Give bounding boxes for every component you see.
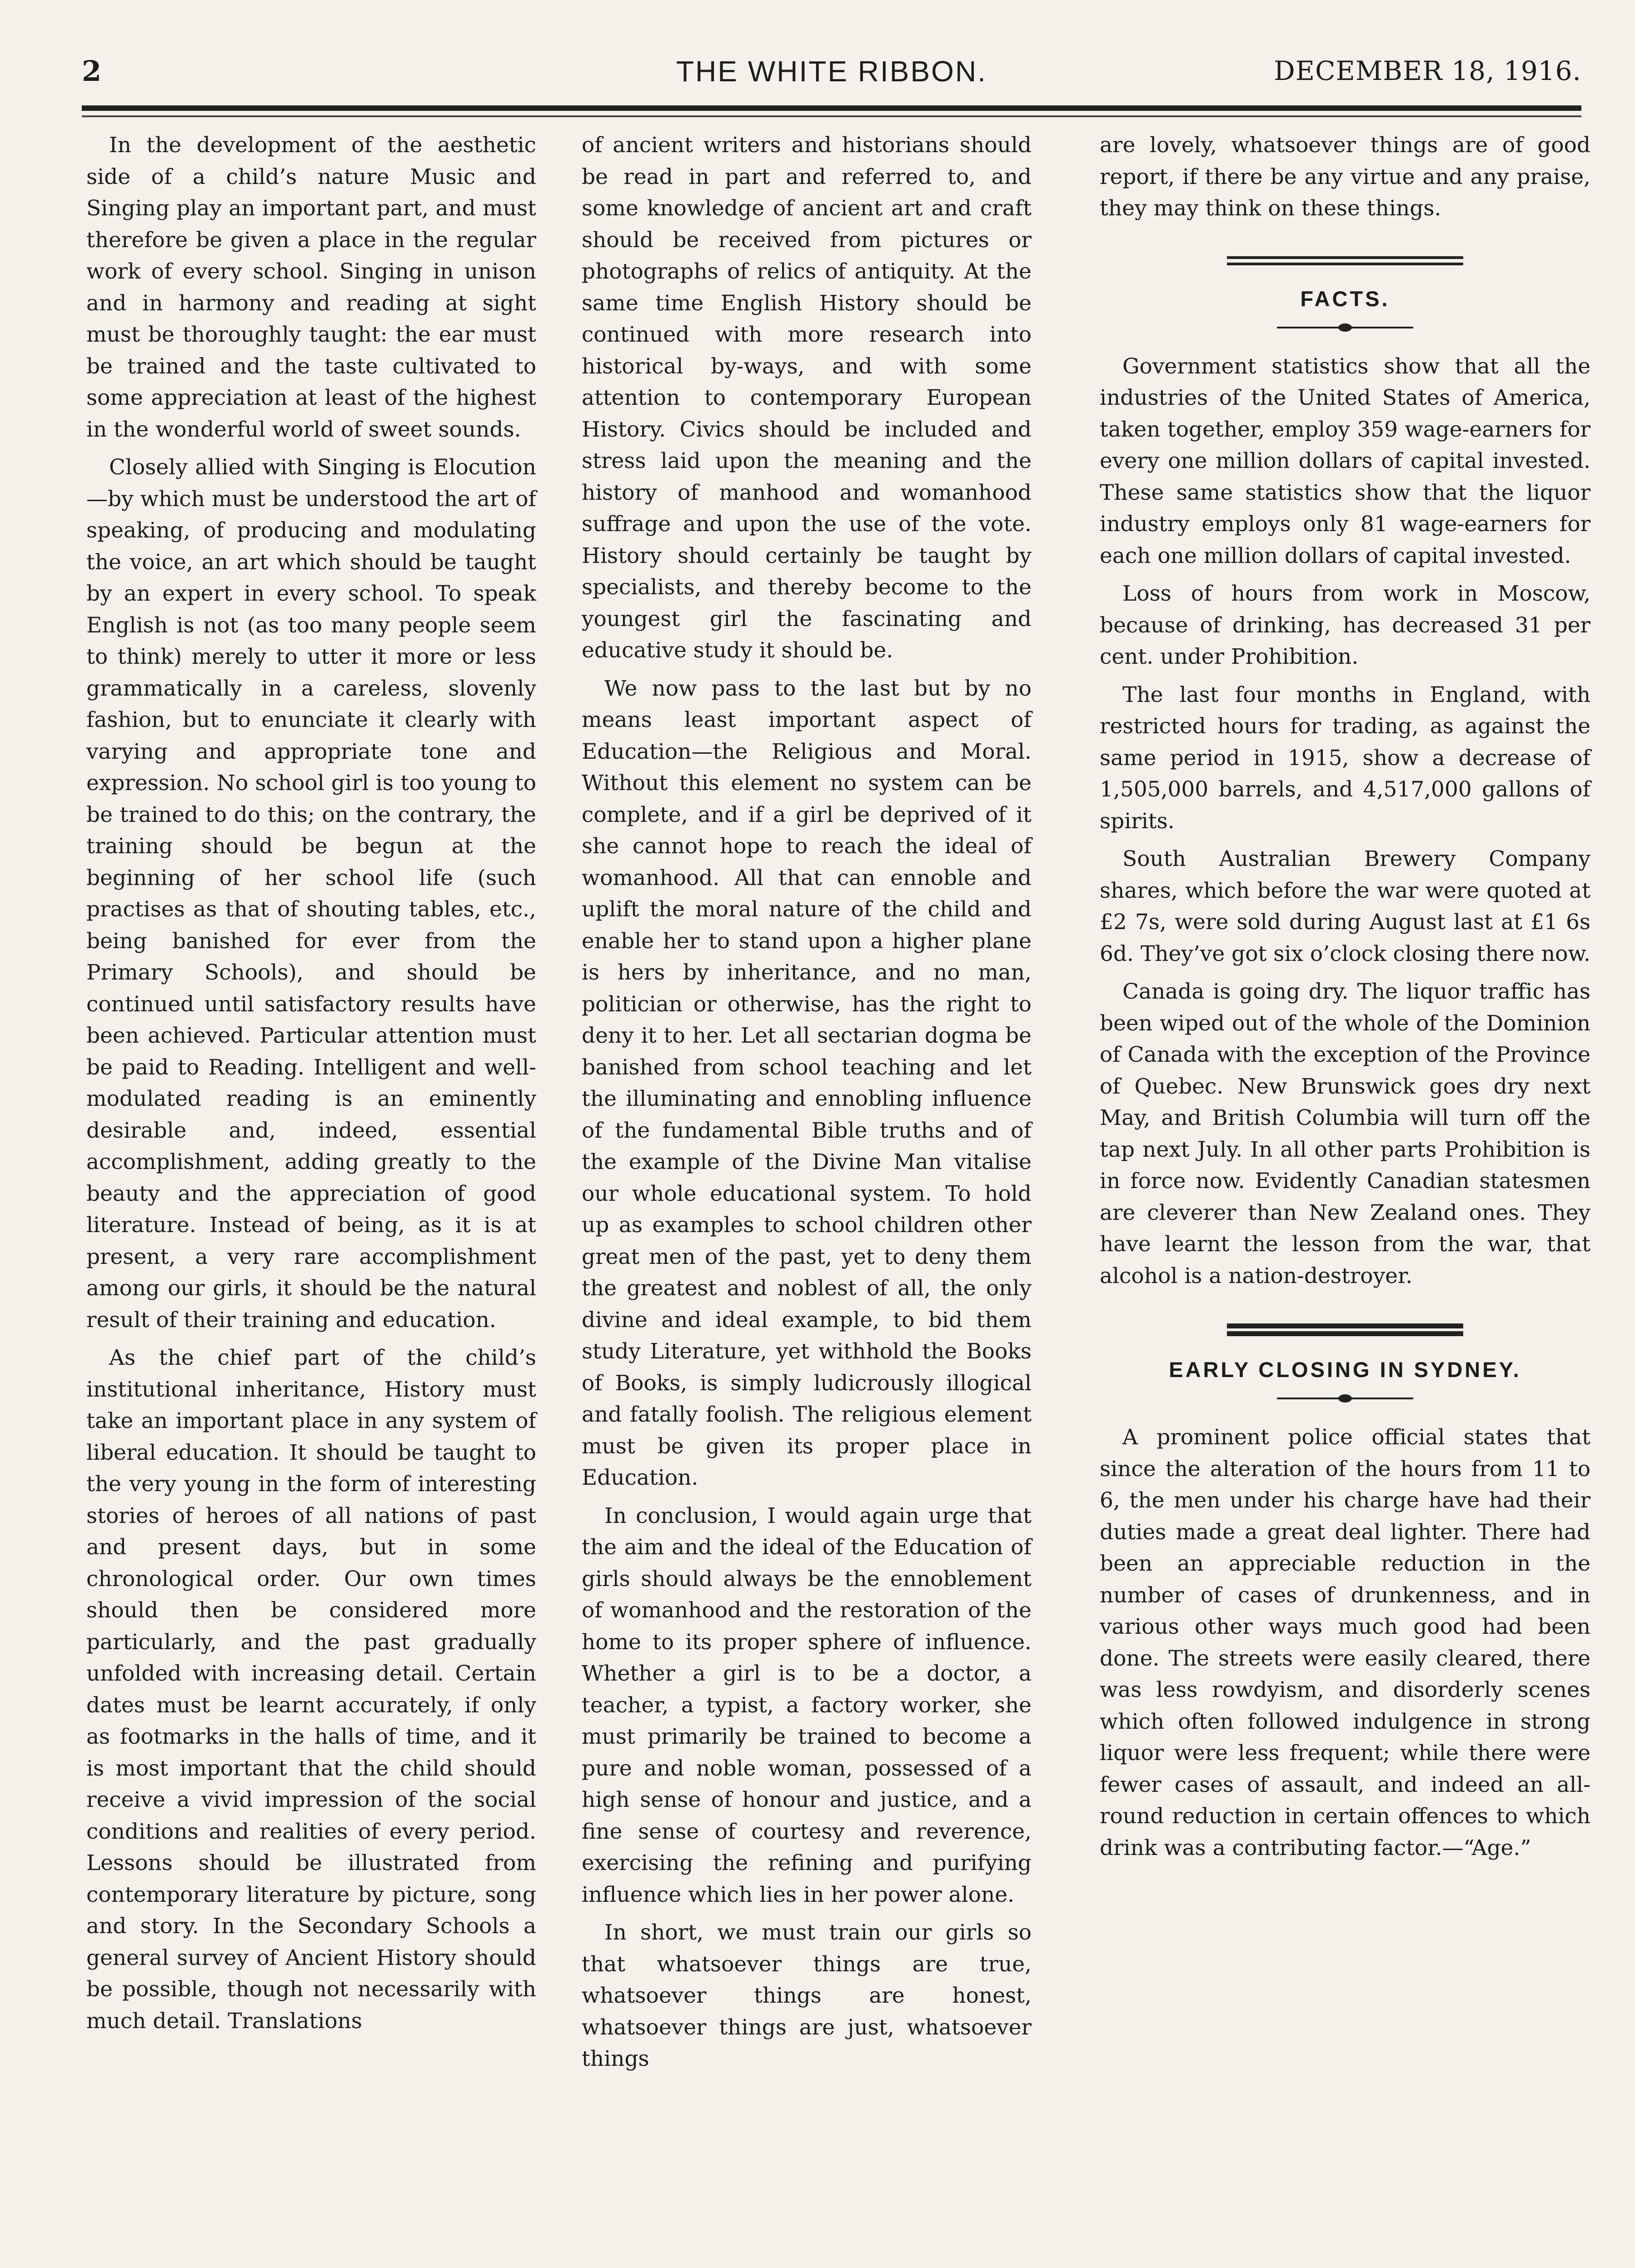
facts-heading: FACTS. <box>1300 286 1390 311</box>
fact-paragraph: The last four months in England, with restricted hours for trading, as against the same period in 1915, show a decrease of 1,505,000 barrels, and 4,517,000 gallons of spirits. <box>1100 682 1590 834</box>
ornament-rule <box>1277 321 1413 334</box>
issue-date: DECEMBER 18, 1916. <box>1274 55 1581 86</box>
sydney-heading: EARLY CLOSING IN SYDNEY. <box>1169 1358 1521 1382</box>
section-divider <box>1227 256 1463 265</box>
fact-paragraph: Canada is going dry. The liquor traffic has been wiped out of the whole of the Dominion of Canada with the exception of the Province of Quebec. New Brunswick goes dry next May, and British Columbia will turn off the tap next July. In all other parts Prohibition is in force now. Evidently Canadian statesmen are cleverer than New Zealand ones. They have learnt the lesson from the war, that alcohol is a nation-destroyer. <box>1100 979 1590 1288</box>
article-continuation: are lovely, whatsoever things are of good report, if there be any virtue and any praise, they may think on these things. <box>1100 133 1590 221</box>
header-rule-thick <box>82 105 1581 111</box>
publication-title: THE WHITE RIBBON. <box>676 55 987 88</box>
fact-paragraph: Government statistics show that all the industries of the United States of America, taken together, employ 359 wage-earners for every one million dollars of capital invested. These same statistics show that the liquor industry employs only 81 wage-earners for each one million dollars of capital invested. <box>1100 353 1590 568</box>
column-3 <box>1100 129 1590 1870</box>
article-paragraph: In conclusion, I would again urge that the aim and the ideal of the Education of girls should always be the ennoblement of womanhood and the restoration of the home to its proper sphere of influence. Whether a girl is to be a doctor, a teacher, a typist, a factory worker, she must primarily be trained to become a pure and noble woman, possessed of a high sense of honour and justice, and a fine sense of courtesy and reverence, exercising the refining and purifying influence which lies in her power alone. <box>582 1503 1032 1907</box>
header-rule-thin <box>82 115 1581 117</box>
section-divider <box>1227 1323 1463 1336</box>
column-1 <box>86 129 536 2043</box>
article-paragraph: Closely allied with Singing is Elocution—by which must be understood the art of speaking, of producing and modulating the voice, an art which should be taught by an expert in every school. To speak English is not (as too many people seem to think) merely to utter it more or less grammatically in a careless, slovenly fashion, but to enunciate it clearly with varying and appropriate tone and expression. No school girl is too young to be trained to do this; on the contrary, the training should be begun at the beginning of her school life (such practises as that of shouting tables, etc., being banished for ever from the Primary Schools), and should be continued until satisfactory results have been achieved. Particular attention must be paid to Reading. Intelligent and well-modulated reading is an eminently desirable and, indeed, essential accomplishment, adding greatly to the beauty and the appreciation of good literature. Instead of being, as it is at present, a very rare accomplishment among our girls, it should be the natural result of their training and education. <box>86 455 536 1333</box>
ornament-rule <box>1277 1392 1413 1405</box>
page-number: 2 <box>82 55 102 88</box>
article-paragraph: of ancient writers and historians should be read in part and referred to, and some knowledge of ancient art and craft should be received from pictures or photographs of relics of antiquity. At the same time English History should be continued with more research into historical by-ways, and with some attention to contemporary European History. Civics should be included and stress laid upon the meaning and the history of manhood and womanhood suffrage and upon the use of the vote. History should certainly be taught by specialists, and thereby become to the youngest girl the fascinating and educative study it should be. <box>582 133 1032 663</box>
page-header <box>82 45 1581 91</box>
sydney-paragraph: A prominent police official states that since the alteration of the hours from 11 to 6, the men under his charge have had their duties made a great deal lighter. There had been an appreciable reduction in the number of cases of drunkenness, and in various other ways much good had been done. The streets were easily cleared, there was less rowdyism, and disorderly scenes which often followed indulgence in strong liquor were less frequent; while there were fewer cases of assault, and indeed an all-round reduction in certain offences to which drink was a contributing factor.—“Age.” <box>1100 1425 1590 1860</box>
fact-paragraph: South Australian Brewery Company shares, which before the war were quoted at £2 7s, were sold during August last at £1 6s 6d. They’ve got six o’clock closing there now. <box>1100 846 1590 966</box>
article-paragraph: We now pass to the last but by no means least important aspect of Education—the Religious and Moral. Without this element no system can be complete, and if a girl be deprived of it she cannot hope to reach the ideal of womanhood. All that can ennoble and uplift the moral nature of the child and enable her to stand upon a higher plane is hers by inheritance, and no man, politician or otherwise, has the right to deny it to her. Let all sectarian dogma be banished from school teaching and let the illuminating and ennobling influence of the fundamental Bible truths and of the example of the Divine Man vitalise our whole educational system. To hold up as examples to school children other great men of the past, yet to deny them the greatest and noblest of all, the only divine and ideal example, to bid them study Literature, yet withhold the Books of Books, is simply ludicrously illogical and fatally foolish. The religious element must be given its proper place in Education. <box>582 676 1032 1490</box>
fact-paragraph: Loss of hours from work in Moscow, because of drinking, has decreased 31 per cent. under Prohibition. <box>1100 581 1590 669</box>
article-paragraph: As the chief part of the child’s institutional inheritance, History must take an important place in any system of liberal education. It should be taught to the very young in the form of interesting stories of heroes of all nations of past and present days, but in some chronological order. Our own times should then be considered more particularly, and the past gradually unfolded with increasing detail. Certain dates must be learnt accurately, if only as footmarks in the halls of time, and it is most important that the child should receive a vivid impression of the social conditions and realities of every period. Lessons should be illustrated from contemporary literature by picture, song and story. In the Secondary Schools a general survey of Ancient History should be possible, though not necessarily with much detail. Translations <box>86 1345 536 2034</box>
article-paragraph: In short, we must train our girls so that whatsoever things are true, whatsoever things are honest, whatsoever things are just, whatsoever things <box>582 1920 1032 2071</box>
column-2 <box>582 129 1032 2081</box>
article-paragraph: In the development of the aesthetic side of a child’s nature Music and Singing play an important part, and must therefore be given a place in the regular work of every school. Singing in unison and in harmony and reading at sight must be thoroughly taught: the ear must be trained and the taste cultivated to some appreciation at least of the highest in the wonderful world of sweet sounds. <box>86 133 536 442</box>
